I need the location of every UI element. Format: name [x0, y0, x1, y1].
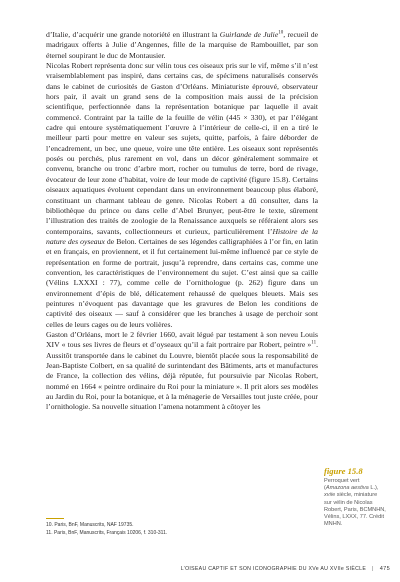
footnote-ref: 10 [278, 30, 284, 36]
paragraph-1 [46, 30, 318, 61]
text-run: , recueil de madrigaux offerts à Julie d’Angennes, fille de la marquise de Rambouillet, par son éternel soupirant le duc de Montausier. [46, 30, 318, 60]
footnote-ref: 11 [311, 340, 317, 346]
footer-separator: | [372, 566, 374, 572]
running-title: L’OISEAU CAPTIF ET SON ICONOGRAPHIE DU XVe AU XVIIe SIÈCLE [180, 566, 367, 572]
body-text [46, 30, 318, 413]
text-run: xvii [324, 492, 333, 499]
text-run: de Belon. Certaines de ses légendes calligraphiées à l’or fin, en latin et en français, en proviennent, et il fut certainement lui-même influencé par ce style de représentation en forme de portrait, jusqu’à reprendre, dans certains cas, comme une convention, les caractéristiques de l’environnement du sujet. C’est ainsi que sa caille (Vélins LXXXI : 77), comme celle de l’ornithologue (p. 262) figure dans un environnement d’épis de blé, délicatement rehaussé de quelques bleuets. Mais ses peintures n’évoquent pas davantage que les gravures de Belon les conditions de captivité des oiseaux — sauf à considérer que les branches à usage de perchoir sont celles de leurs cages ou de leurs volières. [46, 236, 319, 329]
text-run: L.), [368, 485, 379, 492]
paragraph-3 [46, 330, 318, 413]
running-footer [160, 566, 390, 572]
text-run: e siècle, miniature sur vélin de Nicolas Robert, Paris, BCMNHN, Vélins, LXXX, 77. Crédit MNHN. [324, 492, 386, 528]
text-run: Nicolas Robert représenta donc sur vélin tous ces oiseaux pris sur le vif, même s’il n’est vraisemblablement pas inspiré, dans certains cas, de spécimens naturalisés conservés dans le cabinet de curiosités de Gaston d’Orléans. Miniaturiste éprouvé, observateur hors pair, il avait un grand sens de la composition mais aussi de la précision scientifique, perfectionnée dans la représentation botanique par laquelle il avait commencé. Contraint par la taille de la feuille de vélin (445 × 330), et par l’élégant cadre qui entoure systématiquement l’œuvre à l’intérieur de celle-ci, il en a tiré le meilleur parti pour mettre en valeur ses sujets, quitte, parfois, à faire déborder de l’encadrement, un bec, une queue, voire une tête entière. Les oiseaux sont représentés posés ou perchés, plus rarement en vol, dans un décor généralement sommaire et convenu, branche ou tronc d’arbre mort, rocher ou tumulus de terre, bord de rivage, évocateur de leur zone d’habitat, voire de leur mode de captivité (figure 15.8). Certains oiseaux aquatiques évoluent cependant dans un environnement beaucoup plus élaboré, constituant un charmant tableau de genre. Nicolas Robert a dû consulter, dans la bibliothèque du prince ou dans celle d’Abel Brunyer, peut-être le texte, sûrement l’illustration des traités de zoologie de la Renaissance auxquels se référaient alors ses contemporains, savants, collectionneurs et curieux, particulièrement l’ [46, 61, 318, 236]
text-run: Histoire de la nature des oyseaux [46, 226, 318, 246]
figure-caption [324, 466, 386, 528]
text-run: Perroquet vert ( [324, 478, 360, 492]
text-run: Amazona aestiva [325, 485, 369, 492]
text-run: d’Italie, d’acquérir une grande notoriété en illustrant la [46, 30, 220, 39]
paragraph-2 [46, 61, 318, 330]
figure-caption-text [324, 478, 386, 528]
footnotes [46, 521, 318, 538]
text-run: . Aussitôt transportée dans le cabinet du Louvre, bientôt placée sous la responsabilité de Jean-Baptiste Colbert, en sa qualité de surintendant des Bâtiments, arts et manufactures de France, la collection des vélins, déjà réputée, fut poursuivie par Nicolas Robert, nommé en 1664 « peintre ordinaire du Roi pour la miniature ». Il prit alors ses modèles au Jardin du Roi, pour la botanique, et à la ménagerie de Versailles tout juste créée, pour l’ornithologie. Sa nouvelle situation l’amena notamment à côtoyer les [46, 340, 318, 412]
text-run: Gaston d’Orléans, mort le 2 février 1660, avait légué par testament à son neveu Louis XIV « tous ses livres de fleurs et d’oyseaux qu’il a fait portraire par Robert, peintre » [46, 329, 318, 350]
figure-label: figure 15.8 [324, 466, 363, 476]
footnote-10: 10. Paris, BnF, Manuscrits, NAF 19735. [46, 522, 134, 528]
text-run: Guirlande de Julie [219, 30, 279, 39]
footnote-11: 11. Paris, BnF, Manuscrits, Français 10206, f. 310-311. [46, 530, 168, 537]
page-number: 475 [379, 566, 390, 572]
footnote-divider [46, 518, 64, 519]
